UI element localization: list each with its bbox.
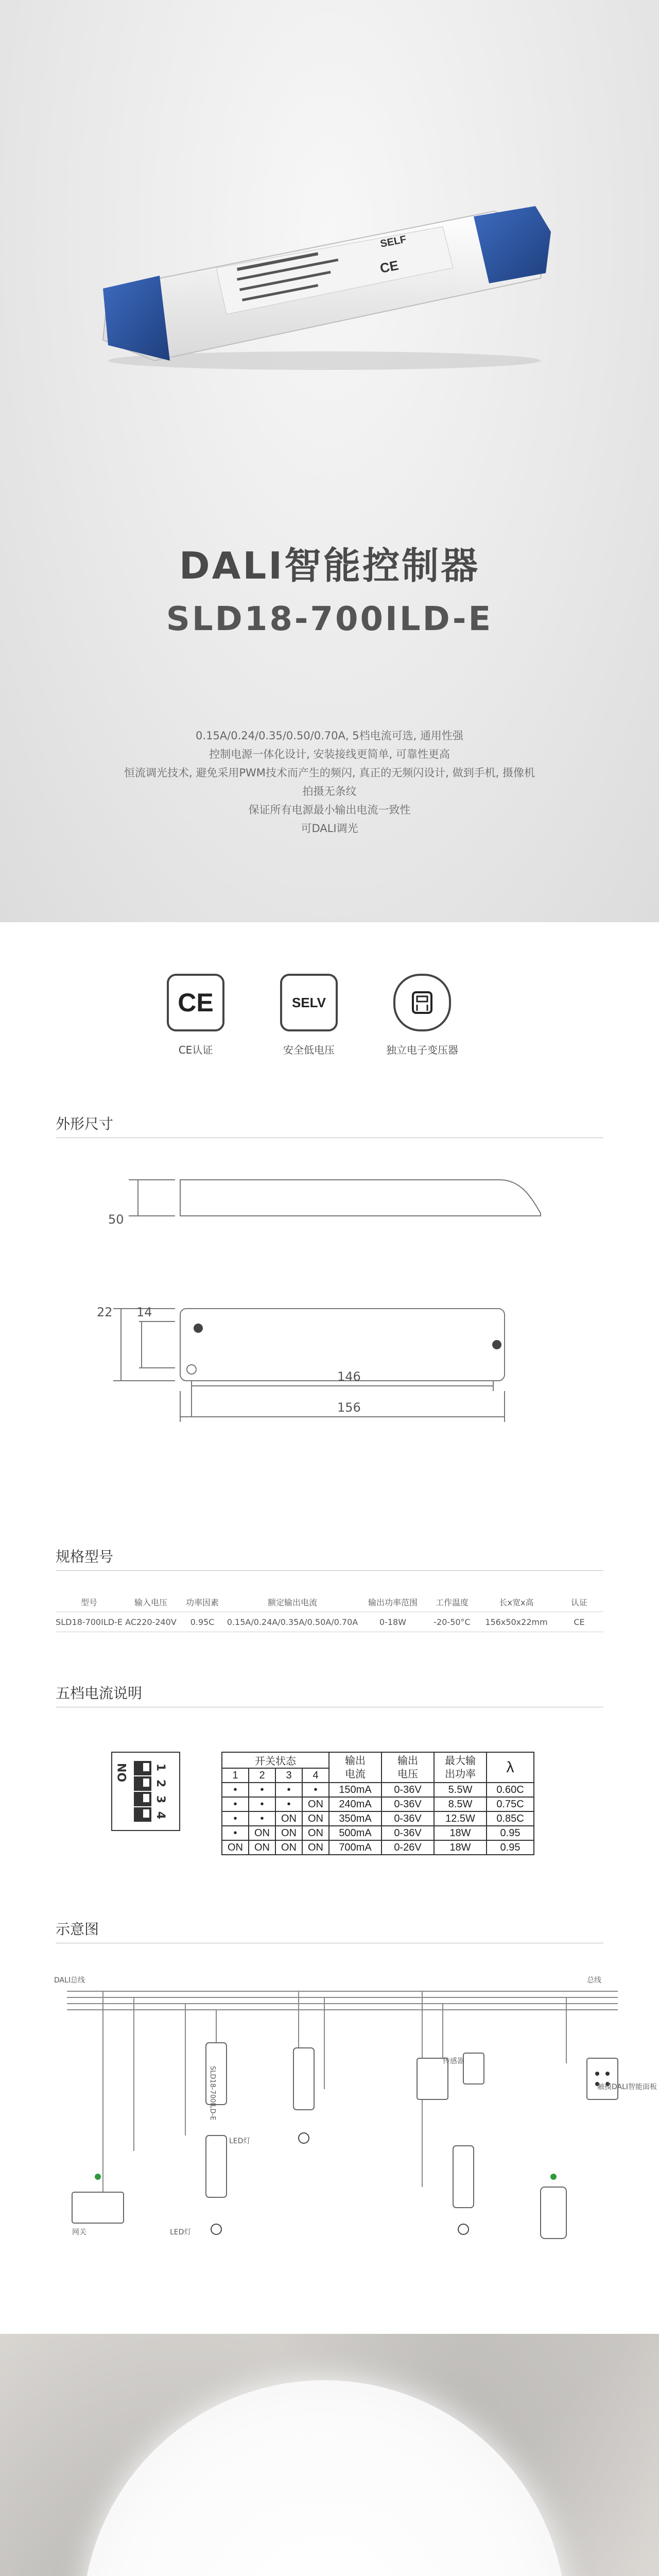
switch-col: 3 — [275, 1768, 302, 1783]
spec-cell: SLD18-700ILD-E — [56, 1617, 123, 1627]
transformer-icon — [393, 974, 451, 1031]
cert-label: CE认证 — [178, 1044, 213, 1056]
bus-label-left: DALI总线 — [54, 1976, 85, 1985]
max-power-header: 最大输 出功率 — [434, 1752, 487, 1783]
current-cell: 0.95 — [487, 1840, 534, 1855]
current-cell: • — [249, 1797, 275, 1811]
current-row — [222, 1840, 534, 1855]
current-cell: 8.5W — [434, 1797, 487, 1811]
current-row — [222, 1826, 534, 1840]
current-cell: • — [222, 1797, 249, 1811]
current-cell: • — [222, 1811, 249, 1826]
spec-data-row — [56, 1612, 603, 1632]
current-cell: • — [249, 1811, 275, 1826]
switch-col: 4 — [302, 1768, 329, 1783]
dip-lever — [134, 1761, 151, 1775]
spec-cell: 0-18W — [379, 1617, 407, 1627]
current-cell: 18W — [434, 1840, 487, 1855]
current-row — [222, 1797, 534, 1811]
desc-line: 0.15A/0.24/0.35/0.50/0.70A, 5档电流可选, 通用性强 — [196, 730, 463, 742]
product-model: SLD18-700ILD-E — [166, 600, 493, 638]
current-cell: • — [222, 1783, 249, 1797]
dip-lever — [134, 1776, 151, 1791]
current-cell: • — [275, 1783, 302, 1797]
spec-header: 长x宽x高 — [499, 1597, 534, 1607]
current-cell: ON — [302, 1826, 329, 1840]
cert-label: 独立电子变压器 — [386, 1044, 458, 1056]
current-row — [222, 1783, 534, 1797]
spec-header: 输入电压 — [134, 1597, 167, 1607]
dip-on-label: ON — [116, 1763, 129, 1783]
dim-side-height: 50 — [108, 1212, 124, 1227]
current-cell: ON — [275, 1811, 302, 1826]
out-voltage-header: 输出 电压 — [381, 1752, 434, 1783]
current-cell: 240mA — [329, 1797, 381, 1811]
spec-header-row — [56, 1592, 603, 1612]
current-cell: 0.75C — [487, 1797, 534, 1811]
current-table — [221, 1752, 534, 1855]
current-row — [222, 1811, 534, 1826]
cert-ce — [154, 974, 237, 1057]
dim-outer-length: 156 — [337, 1400, 361, 1415]
spec-header: 额定输出电流 — [267, 1597, 317, 1607]
current-cell: 12.5W — [434, 1811, 487, 1826]
current-cell: 0-36V — [381, 1783, 434, 1797]
dip-number: 2 — [154, 1779, 167, 1788]
current-cell: ON — [249, 1840, 275, 1855]
current-cell: 0.95 — [487, 1826, 534, 1840]
current-cell: 0.85C — [487, 1811, 534, 1826]
dimension-drawing — [72, 1175, 546, 1432]
spec-cell: -20-50°C — [433, 1617, 471, 1627]
current-cell: 0-36V — [381, 1797, 434, 1811]
dip-switch — [111, 1752, 180, 1831]
bus-label-right: 总线 — [587, 1976, 601, 1985]
switch-col: 2 — [249, 1768, 275, 1783]
spec-cell: AC220-240V — [125, 1617, 177, 1627]
spec-header: 功率因素 — [185, 1597, 219, 1607]
spec-cell: 0.95C — [190, 1617, 215, 1627]
current-cell: ON — [302, 1811, 329, 1826]
spec-header: 型号 — [80, 1597, 97, 1607]
svg-text:CE: CE — [378, 257, 400, 276]
current-cell: 0-26V — [381, 1840, 434, 1855]
current-cell: • — [249, 1783, 275, 1797]
panel-label: 触摸DALI智能面板 — [597, 2083, 657, 2091]
dip-lever — [134, 1807, 151, 1822]
current-cell: 0.60C — [487, 1783, 534, 1797]
product-title: DALI智能控制器 — [179, 544, 480, 587]
current-cell: 500mA — [329, 1826, 381, 1840]
current-cell: ON — [275, 1826, 302, 1840]
current-cell: ON — [302, 1797, 329, 1811]
led-label-2: LED灯 — [170, 2228, 192, 2236]
dip-numbers — [154, 1761, 167, 1822]
vase-image — [268, 2566, 391, 2576]
spec-header: 输出功率范围 — [368, 1597, 418, 1607]
current-cell: • — [275, 1797, 302, 1811]
cert-label: 安全低电压 — [283, 1044, 335, 1056]
current-cell: 5.5W — [434, 1783, 487, 1797]
svg-text:SELF: SELF — [379, 233, 408, 250]
dip-levers — [134, 1761, 151, 1822]
desc-line: 恒流调光技术, 避免采用PWM技术而产生的频闪, 真正的无频闪设计, 做到手机, 摄像机拍摄无条纹 — [124, 767, 535, 798]
spec-header: 工作温度 — [435, 1597, 469, 1607]
current-cell: 18W — [434, 1826, 487, 1840]
desc-line: 可DALI调光 — [301, 822, 358, 835]
wiring-diagram — [51, 1965, 628, 2285]
current-cell: ON — [275, 1840, 302, 1855]
current-cell: ON — [249, 1826, 275, 1840]
diagram-title: 示意图 — [56, 1921, 99, 1938]
led-label-1: LED灯 — [229, 2137, 251, 2145]
spec-table — [56, 1592, 603, 1632]
ce-icon: CE — [167, 974, 224, 1031]
spec-title: 规格型号 — [56, 1548, 114, 1565]
spec-cell: 0.15A/0.24A/0.35A/0.50A/0.70A — [227, 1617, 358, 1627]
current-cell: • — [222, 1826, 249, 1840]
spec-header: 认证 — [570, 1597, 587, 1607]
spec-cell: CE — [574, 1617, 585, 1627]
cert-selv — [268, 974, 350, 1057]
cert-transformer — [381, 974, 463, 1057]
current-cell: ON — [302, 1840, 329, 1855]
product-image — [93, 191, 556, 376]
spec-cell: 156x50x22mm — [485, 1617, 548, 1627]
switch-state-header: 开关状态 — [222, 1752, 329, 1768]
current-cell: • — [302, 1783, 329, 1797]
dip-number: 4 — [154, 1811, 167, 1820]
lambda-header: λ — [487, 1752, 534, 1783]
selv-icon: SELV — [280, 974, 338, 1031]
gateway-label: 网关 — [72, 2228, 86, 2236]
current-cell: ON — [222, 1840, 249, 1855]
current-cell: 150mA — [329, 1783, 381, 1797]
dip-number: 1 — [154, 1763, 167, 1772]
controller-label: SLD18-700ILD-E — [209, 2066, 216, 2121]
dip-lever — [134, 1792, 151, 1806]
dim-inner-length: 146 — [337, 1369, 361, 1384]
dim-top-height-outer: 22 — [97, 1305, 113, 1319]
dip-number: 3 — [154, 1795, 167, 1804]
switch-col: 1 — [222, 1768, 249, 1783]
dim-top-height-inner: 14 — [136, 1305, 152, 1319]
current-cell: 700mA — [329, 1840, 381, 1855]
dimensions-title: 外形尺寸 — [56, 1115, 114, 1132]
divider — [56, 1570, 603, 1571]
product-description — [124, 726, 535, 838]
sensor-label: 传感器 — [443, 2057, 464, 2065]
current-title: 五档电流说明 — [56, 1685, 143, 1702]
current-cell: 0-36V — [381, 1826, 434, 1840]
current-cell: 0-36V — [381, 1811, 434, 1826]
out-current-header: 输出 电流 — [329, 1752, 381, 1783]
desc-line: 保证所有电源最小输出电流一致性 — [248, 804, 411, 816]
desc-line: 控制电源一体化设计, 安装接线更简单, 可靠性更高 — [209, 748, 450, 760]
current-cell: 350mA — [329, 1811, 381, 1826]
